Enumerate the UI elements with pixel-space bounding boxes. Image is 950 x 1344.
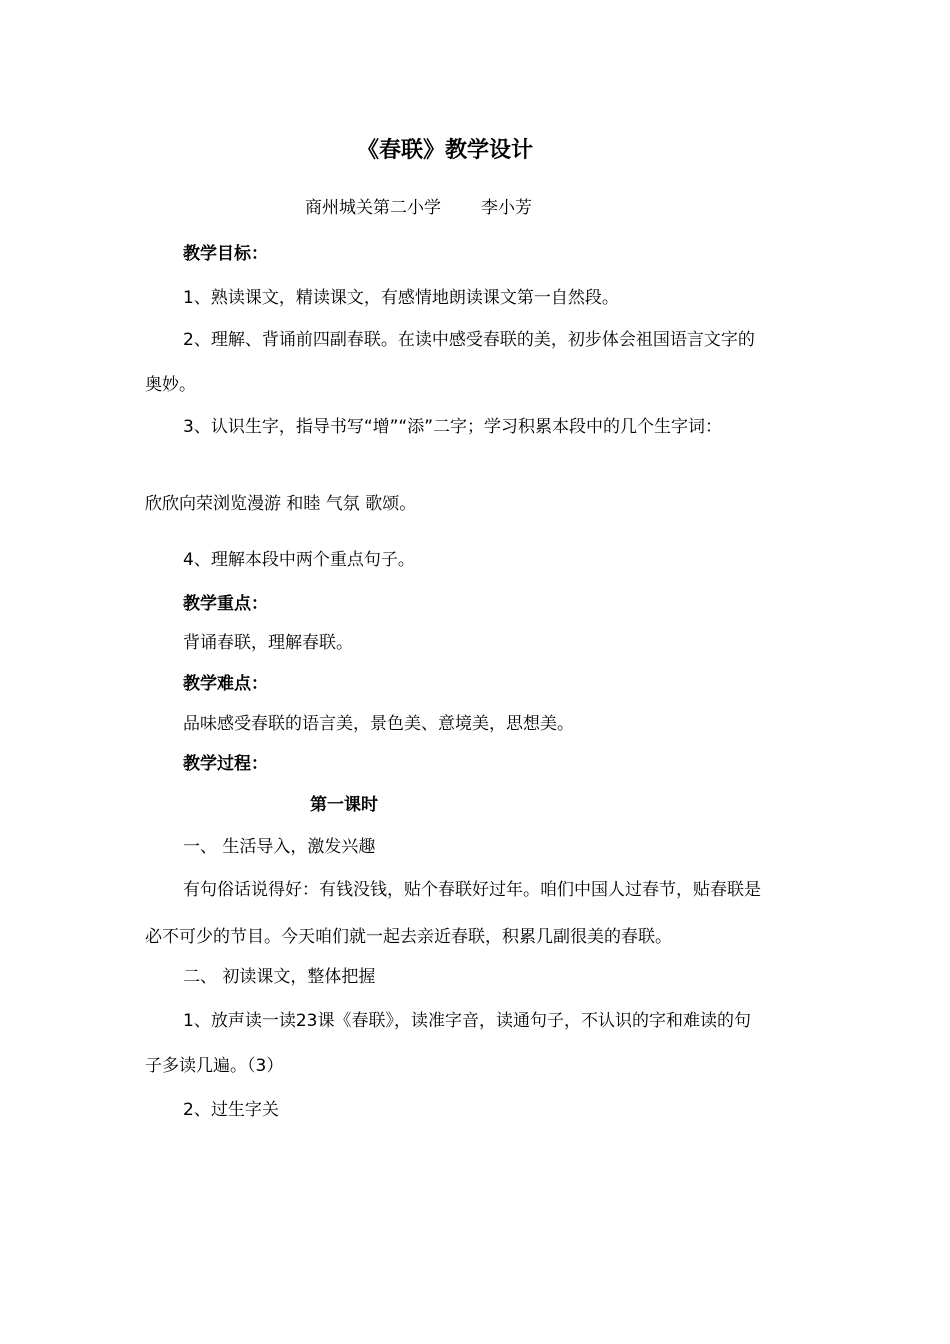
goal-2-line-2: 奥妙。 bbox=[145, 375, 196, 395]
goal-4: 4、理解本段中两个重点句子。 bbox=[183, 550, 415, 570]
goals-heading: 教学目标： bbox=[183, 244, 268, 264]
author-name: 李小芳 bbox=[481, 198, 532, 218]
step-2-item-2: 2、过生字关 bbox=[183, 1100, 279, 1120]
step-2-item-1-line-1: 1、放声读一读23课《春联》，读准字音，读通句子，不认识的字和难读的句 bbox=[183, 1011, 751, 1031]
goal-3-words: 欣欣向荣浏览漫游 和睦 气氛 歌颂。 bbox=[145, 494, 417, 514]
difficulty-text: 品味感受春联的语言美，景色美、意境美，思想美。 bbox=[183, 714, 574, 734]
lesson-heading: 第一课时 bbox=[310, 795, 378, 815]
goal-2-line-1: 2、理解、背诵前四副春联。在读中感受春联的美，初步体会祖国语言文字的 bbox=[183, 330, 755, 350]
document-title: 《春联》教学设计 bbox=[357, 138, 534, 163]
key-points-heading: 教学重点： bbox=[183, 594, 268, 614]
step-1-heading: 一、 生活导入，激发兴趣 bbox=[183, 837, 376, 857]
school-name: 商州城关第二小学 bbox=[305, 198, 441, 218]
byline bbox=[305, 197, 532, 219]
key-points-text: 背诵春联，理解春联。 bbox=[183, 633, 353, 653]
process-heading: 教学过程： bbox=[183, 754, 268, 774]
step-1-line-1: 有句俗话说得好：有钱没钱，贴个春联好过年。咱们中国人过春节，贴春联是 bbox=[183, 880, 761, 900]
step-2-heading: 二、 初读课文，整体把握 bbox=[183, 967, 376, 987]
step-2-item-1-line-2: 子多读几遍。（3） bbox=[145, 1056, 284, 1076]
difficulty-heading: 教学难点： bbox=[183, 674, 268, 694]
goal-3: 3、认识生字，指导书写“增”“添”二字；学习积累本段中的几个生字词： bbox=[183, 417, 723, 437]
step-1-line-2: 必不可少的节目。今天咱们就一起去亲近春联，积累几副很美的春联。 bbox=[145, 927, 672, 947]
goal-1: 1、熟读课文，精读课文，有感情地朗读课文第一自然段。 bbox=[183, 288, 619, 308]
